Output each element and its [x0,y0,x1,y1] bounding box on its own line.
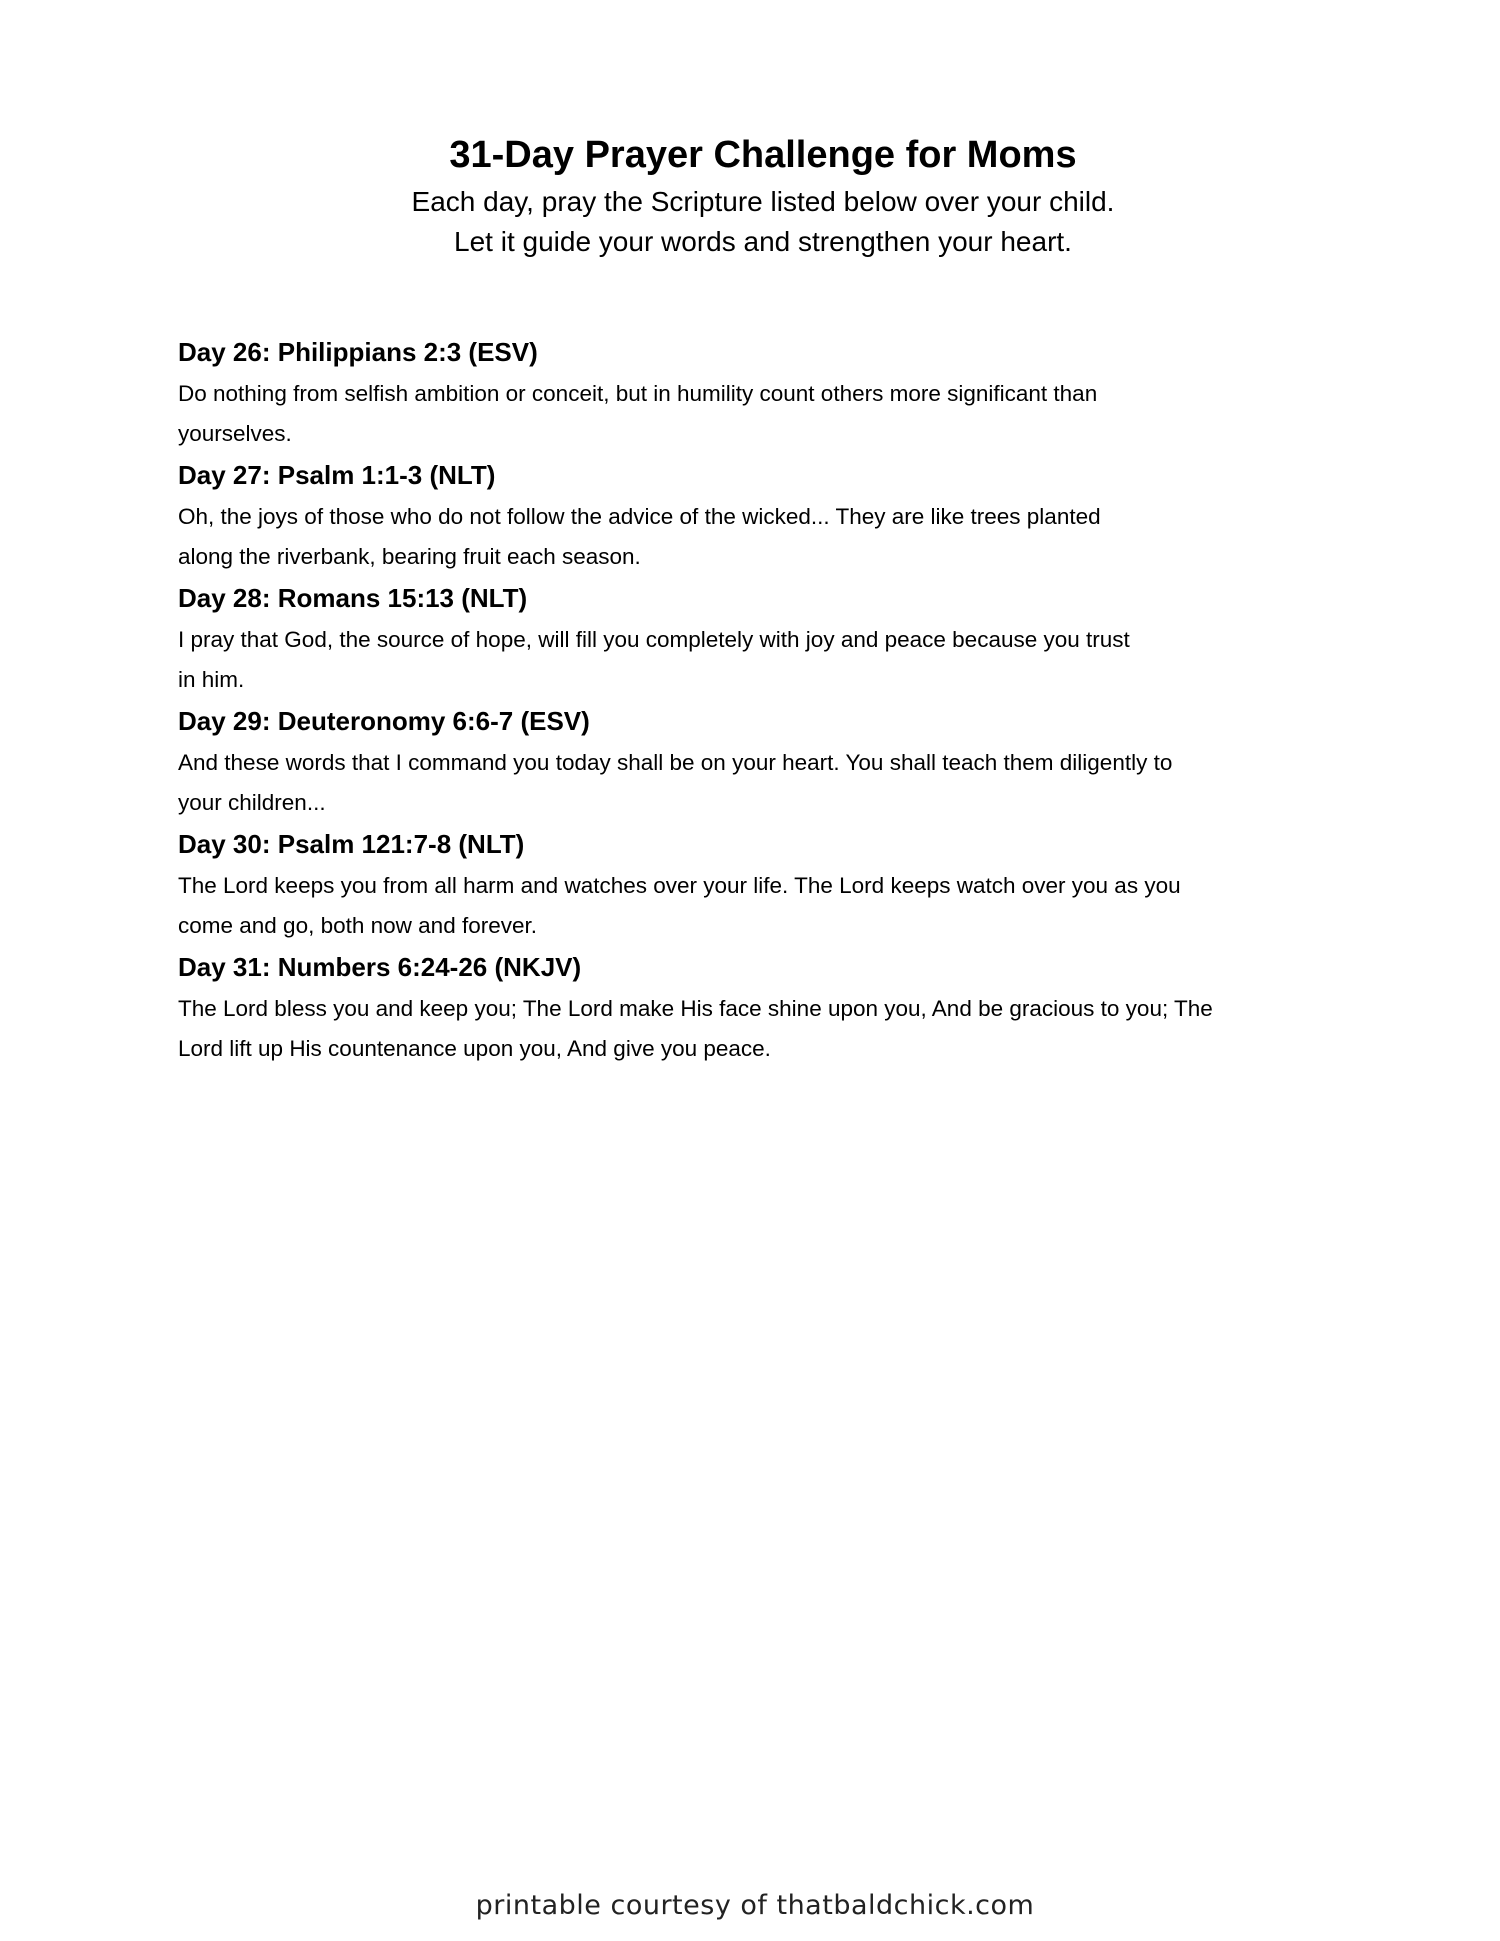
entry-text-line-2: your children... [178,790,326,815]
entry-text-line-2: Lord lift up His countenance upon you, And give you peace. [178,1036,771,1061]
footer-credit: printable courtesy of thatbaldchick.com [475,1890,1035,1921]
scripture-entry-day-31 [178,948,1338,1069]
scripture-entry-day-29 [178,702,1338,823]
entry-text-line-2: along the riverbank, bearing fruit each season. [178,544,641,569]
entry-heading: Day 26: Philippians 2:3 (ESV) [178,337,538,367]
entry-heading: Day 31: Numbers 6:24-26 (NKJV) [178,952,582,982]
entry-text [178,743,1338,823]
scripture-entry-day-30 [178,825,1338,946]
entry-text-line-1: The Lord keeps you from all harm and watches over your life. The Lord keeps watch over you as you [178,873,1181,898]
entry-text-line-1: I pray that God, the source of hope, will fill you completely with joy and peace because you trust [178,627,1130,652]
scripture-entry-day-27 [178,456,1338,577]
scripture-entry-day-28 [178,579,1338,700]
entry-heading: Day 27: Psalm 1:1-3 (NLT) [178,460,496,490]
entry-text-line-2: come and go, both now and forever. [178,913,537,938]
entry-text [178,620,1338,700]
subtitle-line-2: Let it guide your words and strengthen your heart. [454,226,1072,257]
entry-heading: Day 28: Romans 15:13 (NLT) [178,583,528,613]
entry-text [178,374,1338,454]
entry-text-line-1: The Lord bless you and keep you; The Lord make His face shine upon you, And be gracious to you; The [178,996,1213,1021]
entry-text [178,989,1338,1069]
entry-heading: Day 30: Psalm 121:7-8 (NLT) [178,829,525,859]
scripture-list [178,333,1338,1071]
subtitle-line-1: Each day, pray the Scripture listed below over your child. [411,186,1115,217]
entry-text [178,866,1338,946]
entry-text [178,497,1338,577]
entry-text-line-1: Oh, the joys of those who do not follow the advice of the wicked... They are like trees planted [178,504,1101,529]
entry-text-line-1: Do nothing from selfish ambition or conceit, but in humility count others more significant than [178,381,1098,406]
page-title: 31-Day Prayer Challenge for Moms [449,134,1077,176]
page-header [0,128,1500,262]
entry-text-line-1: And these words that I command you today shall be on your heart. You shall teach them diligently to [178,750,1173,775]
entry-heading: Day 29: Deuteronomy 6:6-7 (ESV) [178,706,590,736]
entry-text-line-2: yourselves. [178,421,292,446]
scripture-entry-day-26 [178,333,1338,454]
entry-text-line-2: in him. [178,667,245,692]
